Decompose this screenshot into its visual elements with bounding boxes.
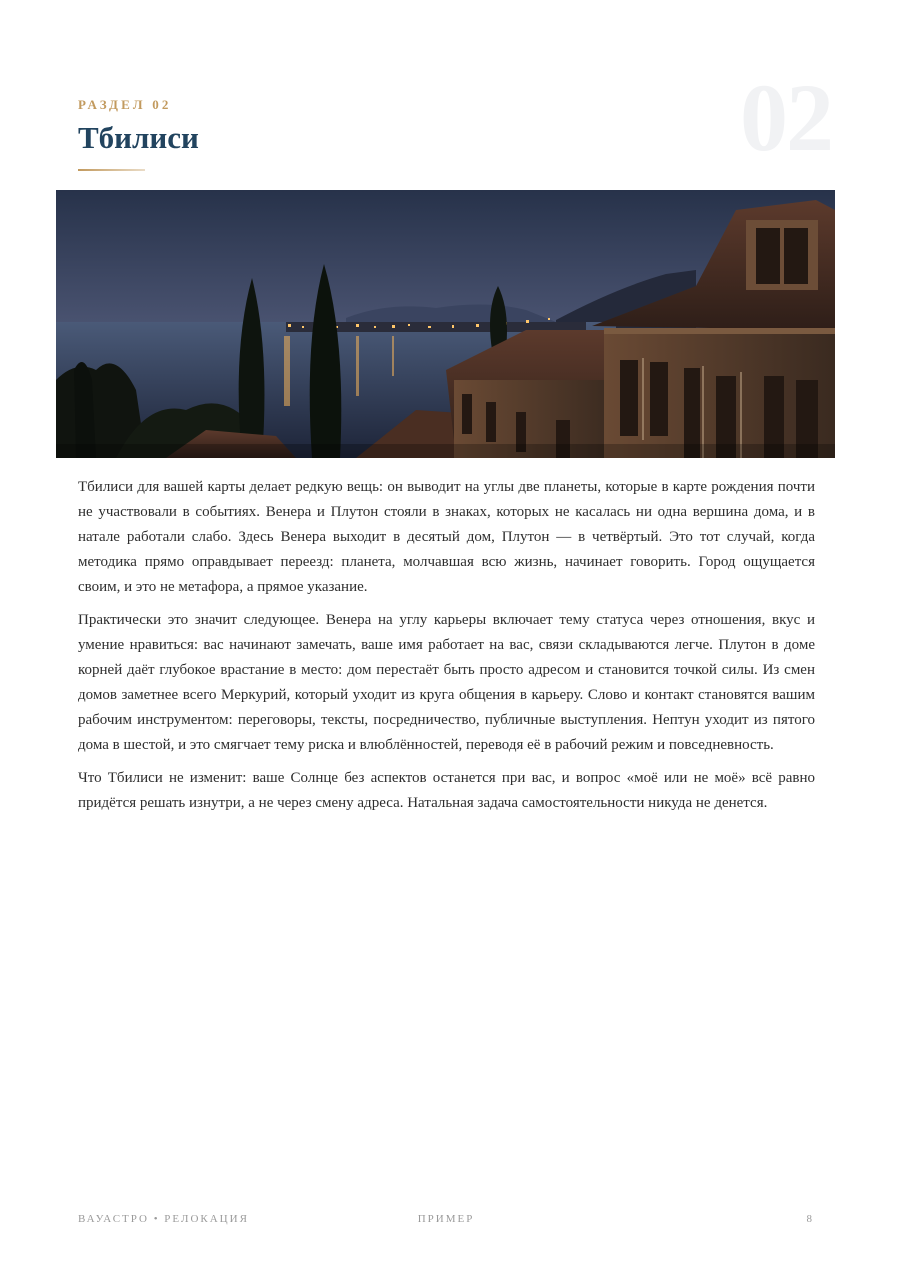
footer-sample-label: ПРИМЕР (417, 1213, 475, 1225)
page-title: Тбилиси (78, 120, 199, 155)
footer-brand: ВАУАСТРО • РЕЛОКАЦИЯ (78, 1213, 249, 1225)
body-text (78, 475, 815, 824)
page-footer (78, 1213, 814, 1225)
section-number-watermark: 02 (740, 64, 832, 171)
title-underline (78, 169, 145, 171)
section-label: РАЗДЕЛ 02 (78, 97, 172, 112)
paragraph: Тбилиси для вашей карты делает редкую вещь: он выводит на углы две планеты, которые в карте рождения почти не участвовали в событиях. Венера и Плутон стояли в знаках, которых не касалась ни одна вершина дома, и в натале работали слабо. Здесь Венера выходит в десятый дом, Плутон — в четвёртый. Это тот случай, когда методика прямо оправдывает переезд: планета, молчавшая всю жизнь, начинает говорить. Город ощущается своим, и это не метафора, а прямое указание. (78, 479, 815, 595)
paragraph: Что Тбилиси не изменит: ваше Солнце без аспектов останется при вас, и вопрос «моё или не моё» всё равно придётся решать изнутри, а не через смену адреса. Натальная задача самостоятельности никуда не денется. (78, 770, 815, 811)
city-evening-photo (56, 190, 835, 458)
paragraph: Практически это значит следующее. Венера на углу карьеры включает тему статуса через отношения, вкус и умение нравиться: вас начинают замечать, ваше имя работает на вас, связи складываются легче. Плутон в доме корней даёт глубокое врастание в место: дом перестаёт быть просто адресом и становится точкой силы. Из смен домов заметнее всего Меркурий, который уходит из круга общения в карьеру. Слово и контакт становятся вашим рабочим инструментом: переговоры, тексты, посредничество, публичные выступления. Нептун уходит из пятого дома в шестой, и это смягчает тему риска и влюблённостей, переводя её в рабочий режим и повседневность. (78, 612, 815, 753)
page-number: 8 (806, 1213, 814, 1225)
